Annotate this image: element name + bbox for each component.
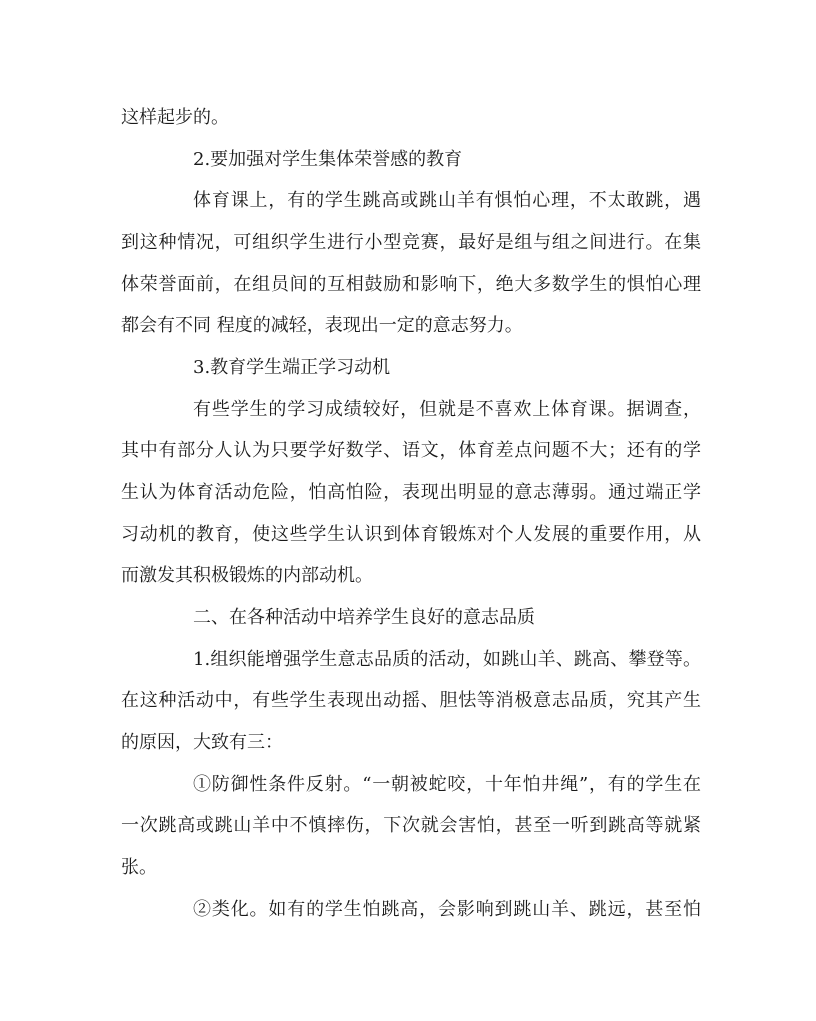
paragraph-line: 一次跳高或跳山羊中不慎摔伤，下次就会害怕，甚至一听到跳高等就紧 <box>121 815 701 836</box>
paragraph-line: 的原因，大致有三： <box>121 732 283 753</box>
paragraph-line: ①防御性条件反射。“一朝被蛇咬，十年怕井绳”，有的学生在 <box>193 774 701 795</box>
paragraph-line: 而激发其积极锻炼的内部动机。 <box>121 565 373 586</box>
section-heading: 2.要加强对学生集体荣誉感的教育 <box>193 149 463 170</box>
paragraph-line: 都会有不同 程度的减轻，表现出一定的意志努力。 <box>121 315 523 336</box>
paragraph-line: 到这种情况，可组织学生进行小型竞赛，最好是组与组之间进行。在集 <box>121 232 701 253</box>
paragraph-line: 有些学生的学习成绩较好，但就是不喜欢上体育课。据调查， <box>193 399 701 420</box>
paragraph-line: 生认为体育活动危险，怕高怕险，表现出明显的意志薄弱。通过端正学 <box>121 482 701 503</box>
paragraph-line: 1.组织能增强学生意志品质的活动，如跳山羊、跳高、攀登等。 <box>193 649 701 670</box>
text-line: 这样起步的。 <box>121 107 229 128</box>
section-heading: 3.教育学生端正学习动机 <box>193 357 391 378</box>
paragraph-line: ②类化。如有的学生怕跳高，会影响到跳山羊、跳远，甚至怕 <box>193 899 701 920</box>
paragraph-line: 习动机的教育，使这些学生认识到体育锻炼对个人发展的重要作用，从 <box>121 524 701 545</box>
paragraph-line: 体育课上，有的学生跳高或跳山羊有惧怕心理，不太敢跳，遇 <box>193 190 701 211</box>
section-heading: 二、在各种活动中培养学生良好的意志品质 <box>193 607 535 628</box>
paragraph-line: 在这种活动中，有些学生表现出动摇、胆怯等消极意志品质，究其产生 <box>121 690 701 711</box>
paragraph-line: 张。 <box>121 857 157 878</box>
paragraph-line: 其中有部分人认为只要学好数学、语文，体育差点问题不大；还有的学 <box>121 440 701 461</box>
paragraph-line: 体荣誉面前，在组员间的互相鼓励和影响下，绝大多数学生的惧怕心理 <box>121 274 701 295</box>
